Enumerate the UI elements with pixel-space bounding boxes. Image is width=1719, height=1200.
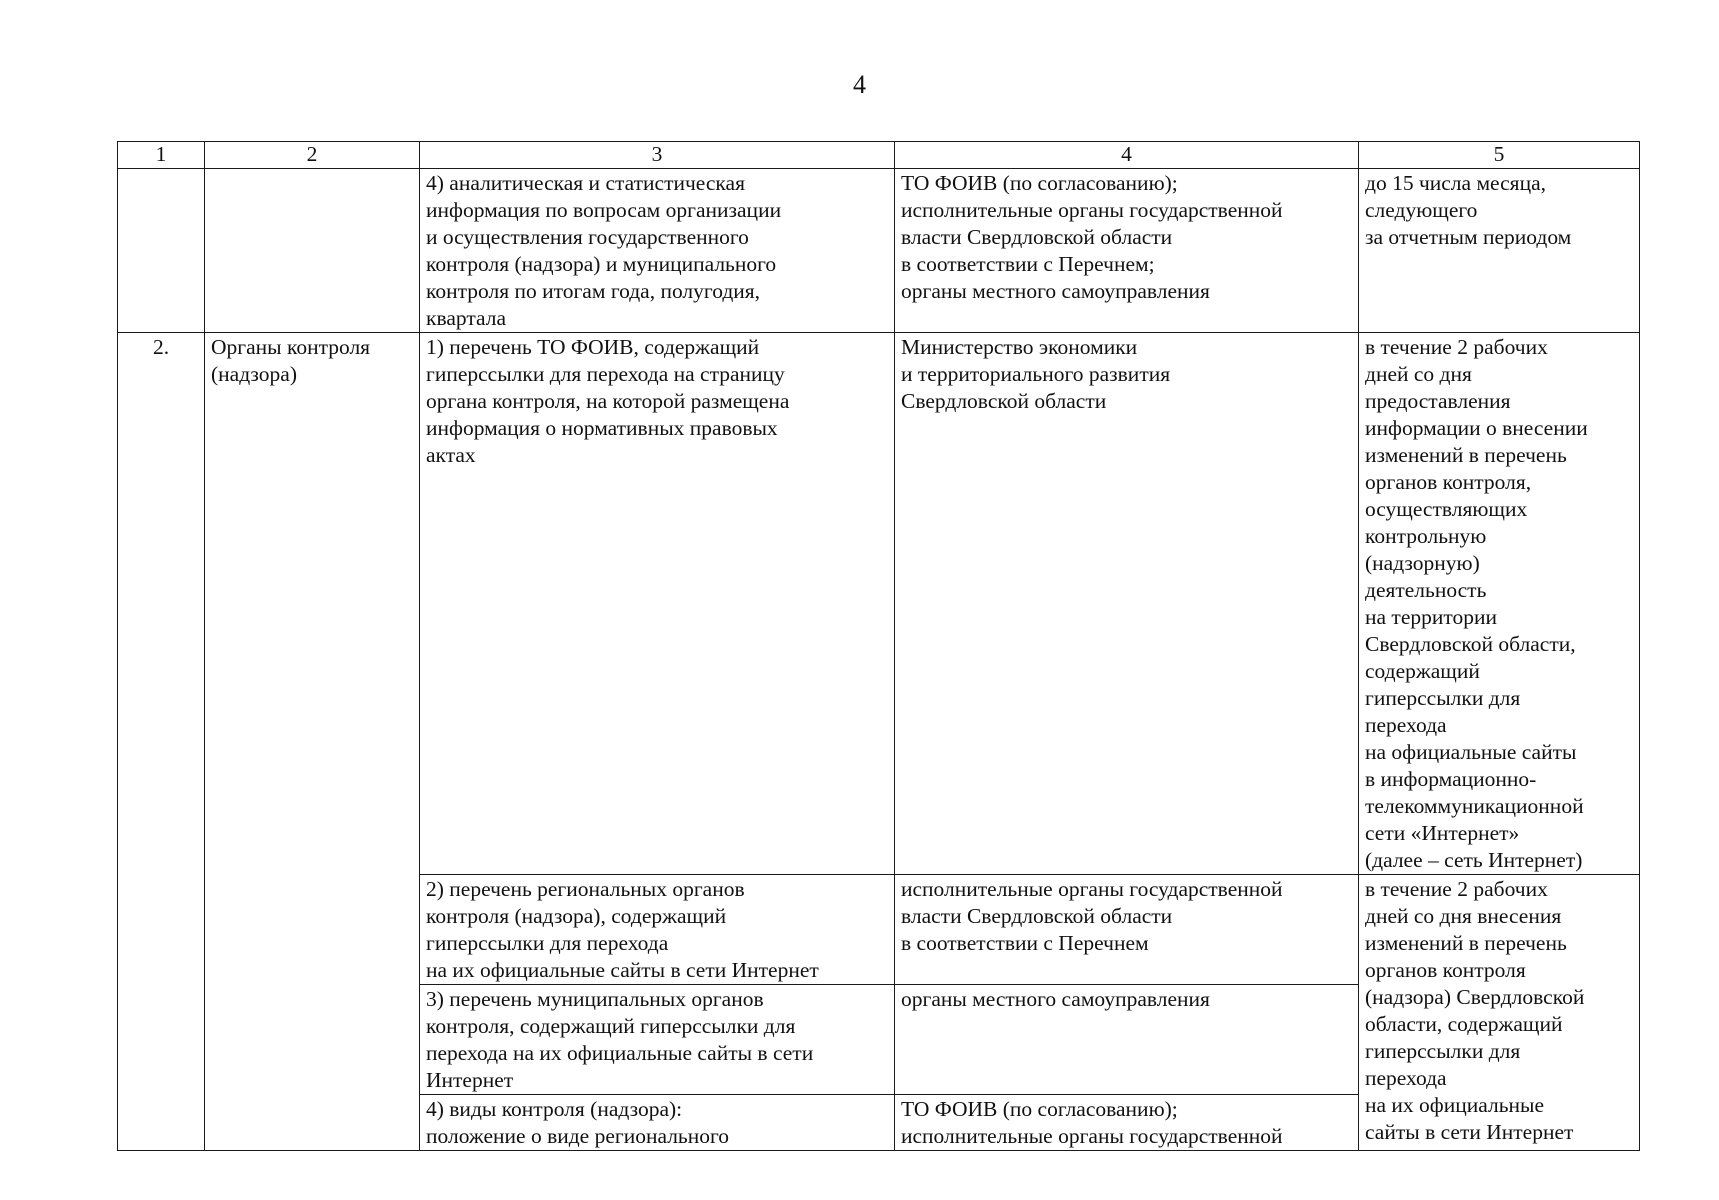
text-line: гиперссылки для xyxy=(1365,686,1521,710)
text-line: осуществляющих xyxy=(1365,497,1528,521)
text-line: органов контроля, xyxy=(1365,470,1532,494)
text-line: информация о нормативных правовых xyxy=(426,416,778,440)
text-line: перехода xyxy=(1365,713,1447,737)
row2-number-cell: 2. xyxy=(118,333,205,1151)
header-cell-4: 4 xyxy=(895,142,1359,169)
text-line: гиперссылки для перехода на страницу xyxy=(426,362,785,386)
text-line: 1) перечень ТО ФОИВ, содержащий xyxy=(426,335,760,359)
text-line: Министерство экономики xyxy=(901,335,1138,359)
text-line: в соответствии с Перечнем; xyxy=(901,252,1155,276)
page-number: 4 xyxy=(853,70,866,99)
row2-sub4-info-cell xyxy=(420,1095,895,1151)
row2-sub2-info-cell xyxy=(420,875,895,985)
text-line: на их официальные xyxy=(1365,1093,1545,1117)
text-line: в информационно- xyxy=(1365,767,1537,791)
row1-subject-cell xyxy=(205,169,420,333)
text-line: контрольную xyxy=(1365,524,1487,548)
row1-responsible-cell xyxy=(895,169,1359,333)
text-line: Свердловской области xyxy=(901,389,1107,413)
text-line: до 15 числа месяца, xyxy=(1365,171,1546,195)
text-line: органы местного самоуправления xyxy=(901,279,1210,303)
text-line: квартала xyxy=(426,306,506,330)
row2-sub3-info-cell xyxy=(420,985,895,1095)
text-line: Органы контроля xyxy=(211,335,371,359)
row2-sub1-info-cell xyxy=(420,333,895,875)
text-line: перехода на их официальные сайты в сети xyxy=(426,1041,814,1065)
text-line: 3) перечень муниципальных органов xyxy=(426,987,764,1011)
text-line: исполнительные органы государственной xyxy=(901,1124,1283,1148)
text-line: сайты в сети Интернет xyxy=(1365,1120,1574,1144)
header-cell-3: 3 xyxy=(420,142,895,169)
row1-number-cell xyxy=(118,169,205,333)
text-line: (надзора) xyxy=(211,362,297,386)
text-line: исполнительные органы государственной xyxy=(901,198,1283,222)
text-line: органов контроля xyxy=(1365,958,1526,982)
text-line: и территориального развития xyxy=(901,362,1171,386)
row2-sub4-responsible-cell xyxy=(895,1095,1359,1151)
table-header-row xyxy=(118,142,1640,169)
text-line: информация по вопросам организации xyxy=(426,198,782,222)
text-line: за отчетным периодом xyxy=(1365,225,1572,249)
row2-sub1-deadline-cell xyxy=(1359,333,1640,875)
header-cell-2: 2 xyxy=(205,142,420,169)
text-line: Свердловской области, xyxy=(1365,632,1576,656)
text-line: дней со дня xyxy=(1365,362,1472,386)
text-line: информации о внесении xyxy=(1365,416,1588,440)
text-line: контроля (надзора), содержащий xyxy=(426,904,727,928)
row1-info-cell xyxy=(420,169,895,333)
text-line: на официальные сайты xyxy=(1365,740,1577,764)
text-line: ТО ФОИВ (по согласованию); xyxy=(901,171,1178,195)
text-line: органа контроля, на которой размещена xyxy=(426,389,790,413)
text-line: власти Свердловской области xyxy=(901,225,1173,249)
row2-sub2-responsible-cell xyxy=(895,875,1359,985)
text-line: исполнительные органы государственной xyxy=(901,877,1283,901)
text-line: изменений в перечень xyxy=(1365,931,1567,955)
header-cell-5: 5 xyxy=(1359,142,1640,169)
text-line: 4) виды контроля (надзора): xyxy=(426,1097,683,1121)
header-cell-1: 1 xyxy=(118,142,205,169)
text-line: гиперссылки для xyxy=(1365,1039,1521,1063)
row1-deadline-cell xyxy=(1359,169,1640,333)
reporting-table xyxy=(117,141,1640,1151)
row2-sub2-deadline-cell xyxy=(1359,875,1640,1151)
text-line: 2) перечень региональных органов xyxy=(426,877,745,901)
table-row xyxy=(118,333,1640,875)
text-line: дней со дня внесения xyxy=(1365,904,1562,928)
text-line: на территории xyxy=(1365,605,1497,629)
text-line: и осуществления государственного xyxy=(426,225,749,249)
text-line: 4) аналитическая и статистическая xyxy=(426,171,745,195)
text-line: ТО ФОИВ (по согласованию); xyxy=(901,1097,1178,1121)
text-line: изменений в перечень xyxy=(1365,443,1567,467)
text-line: перехода xyxy=(1365,1066,1447,1090)
text-line: следующего xyxy=(1365,198,1478,222)
text-line: на их официальные сайты в сети Интернет xyxy=(426,958,819,982)
text-line: в соответствии с Перечнем xyxy=(901,931,1149,955)
text-line: (надзорную) xyxy=(1365,551,1480,575)
text-line: актах xyxy=(426,443,476,467)
text-line: контроля по итогам года, полугодия, xyxy=(426,279,761,303)
text-line: (далее – сеть Интернет) xyxy=(1365,848,1583,872)
text-line: предоставления xyxy=(1365,389,1511,413)
text-line: телекоммуникационной xyxy=(1365,794,1584,818)
table-row xyxy=(118,169,1640,333)
text-line: органы местного самоуправления xyxy=(901,987,1210,1011)
text-line: гиперссылки для перехода xyxy=(426,931,669,955)
text-line: (надзора) Свердловской xyxy=(1365,985,1585,1009)
text-line: сети «Интернет» xyxy=(1365,821,1520,845)
text-line: контроля, содержащий гиперссылки для xyxy=(426,1014,796,1038)
text-line: контроля (надзора) и муниципального xyxy=(426,252,777,276)
row2-subject-cell xyxy=(205,333,420,1151)
text-line: в течение 2 рабочих xyxy=(1365,335,1548,359)
text-line: деятельность xyxy=(1365,578,1487,602)
text-line: в течение 2 рабочих xyxy=(1365,877,1548,901)
text-line: власти Свердловской области xyxy=(901,904,1173,928)
text-line: Интернет xyxy=(426,1068,514,1092)
row2-sub3-responsible-cell xyxy=(895,985,1359,1095)
row2-sub1-responsible-cell xyxy=(895,333,1359,875)
text-line: области, содержащий xyxy=(1365,1012,1563,1036)
text-line: положение о виде регионального xyxy=(426,1124,730,1148)
text-line: содержащий xyxy=(1365,659,1480,683)
